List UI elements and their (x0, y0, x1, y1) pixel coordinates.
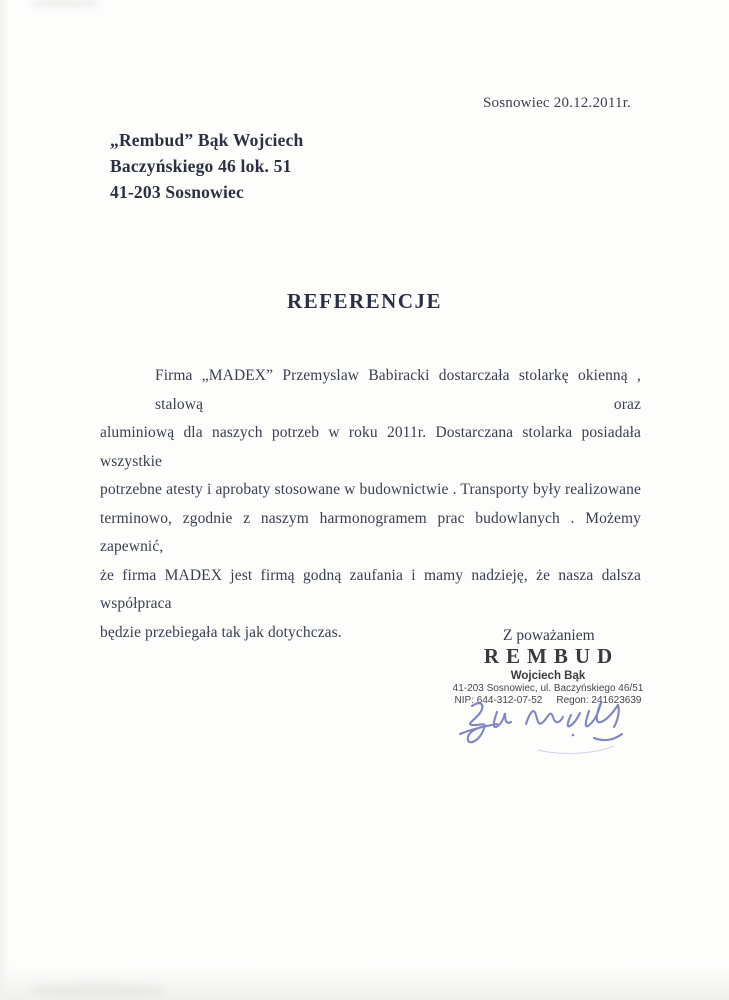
sender-city: 41-203 Sosnowiec (110, 182, 244, 202)
handwritten-signature (442, 694, 652, 758)
letter-body (100, 362, 641, 647)
scan-artifact-bottom-left (28, 984, 168, 998)
document-title: REFERENCJE (286, 289, 443, 313)
sender-address-block (110, 127, 303, 205)
body-line: terminowo, zgodnie z naszym harmonogramem prac budowlanych . Możemy zapewnić, (100, 509, 641, 555)
body-line: potrzebne atesty i aprobaty stosowane w budownictwie . Transporty były realizowane (100, 481, 641, 498)
scan-artifact-top-left (30, 0, 100, 7)
body-line: aluminiową dla naszych potrzeb w roku 2011r. Dostarczana stolarka posiadała wszystkie (100, 424, 641, 470)
scan-edge-left (0, 0, 10, 1000)
body-line: że firma MADEX jest firmą godną zaufania i mamy nadzieję, że nasza dalsza współpraca (100, 566, 641, 612)
stamp-regon: Regon: 241623639 (556, 695, 642, 706)
body-line: będzie przebiegała tak jak dotychczas. (100, 623, 342, 641)
sender-name: „Rembud” Bąk Wojciech (110, 130, 304, 150)
stamp-address: 41-203 Sosnowiec, ul. Baczyńskiego 46/51 (452, 683, 644, 694)
closing-phrase: Z poważaniem (503, 627, 595, 644)
stamp-person-name: Wojciech Bąk (510, 670, 586, 682)
dateline: Sosnowiec 20.12.2011r. (483, 95, 632, 111)
stamp-company-name: REMBUD (483, 644, 620, 668)
body-line: Firma „MADEX” Przemyslaw Babiracki dostarczała stolarkę okienną , stalową oraz (155, 367, 641, 413)
stamp-nip: NIP: 644-312-07-52 (454, 695, 543, 706)
sender-street: Baczyńskiego 46 lok. 51 (110, 156, 292, 176)
